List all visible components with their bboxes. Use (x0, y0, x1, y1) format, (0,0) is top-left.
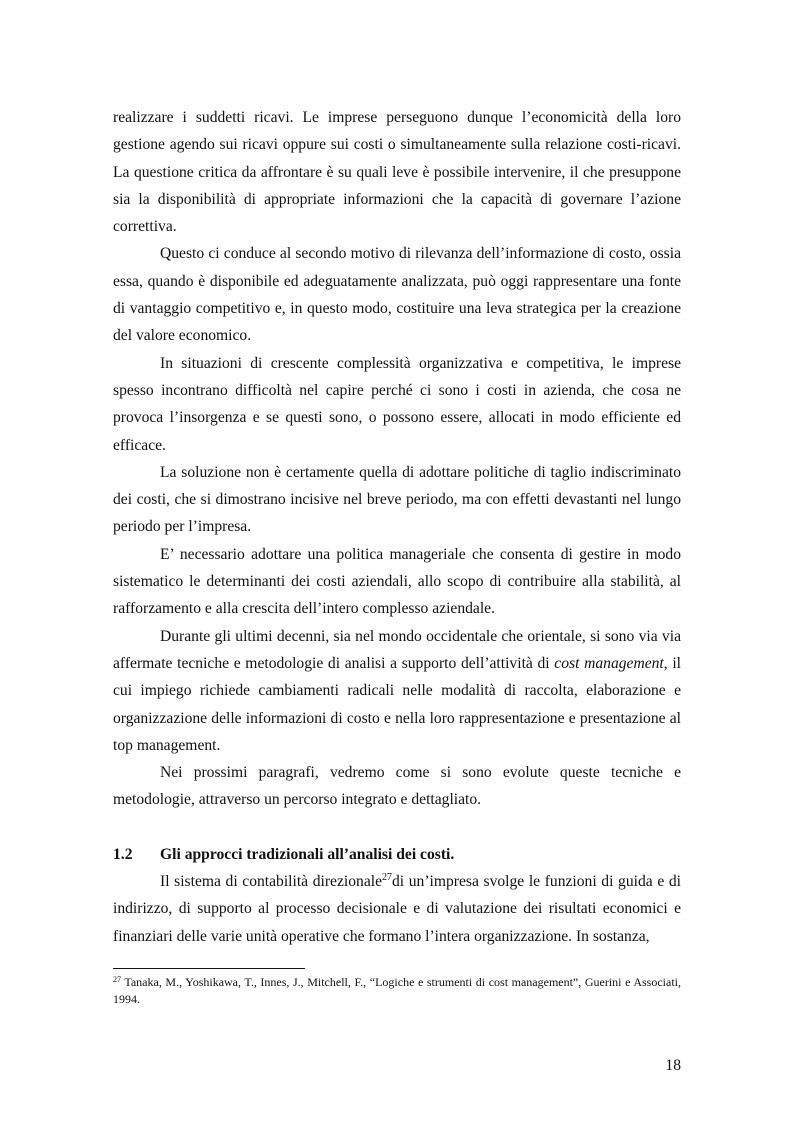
section-heading (113, 841, 681, 868)
paragraph-cost-management (113, 623, 681, 759)
paragraph-next-sections: Nei prossimi paragrafi, vedremo come si sono evolute queste tecniche e metodologie, attraverso un percorso integrato e dettagliato. (113, 764, 681, 809)
paragraph-solution: La soluzione non è certamente quella di adottare politiche di taglio indiscriminato dei costi, che si dimostrano incisive nel breve periodo, ma con effetti devastanti nel lungo periodo per l’impresa. (113, 463, 681, 536)
paragraph-management-accounting-rest: di un’impresa svolge le funzioni di guida e di indirizzo, di supporto al processo decisionale e di valutazione dei risultati economici e finanziari delle varie unità operative che formano l’intera organizzazione. In sostanza, (113, 873, 681, 945)
paragraph-management-accounting-text: Il sistema di contabilità direzionale (160, 873, 382, 891)
footnote (113, 974, 681, 1008)
footnote-separator (113, 968, 305, 969)
section-number: 1.2 (113, 845, 133, 863)
cost-management-term: cost management (554, 654, 664, 672)
paragraph-continuation: realizzare i suddetti ricavi. Le imprese perseguono dunque l’economicità della loro gestione agendo sui ricavi oppure sui costi o simultaneamente sulla relazione costi-ricavi. La questione critica da affrontare è su quali leve è possibile intervenire, il che presuppone sia la disponibilità di appropriate informazioni che la capacità di governare l’azione correttiva. (113, 109, 681, 236)
paragraph-management-accounting (113, 868, 681, 950)
page-body (113, 104, 681, 950)
paragraph-cost-information: Questo ci conduce al secondo motivo di rilevanza dell’informazione di costo, ossia essa, quando è disponibile ed adeguatamente analizzata, può oggi rappresentare una fonte di vantaggio competitivo e, in questo modo, costituire una leva strategica per la creazione del valore economico. (113, 245, 681, 345)
paragraph-cost-management-text: Durante gli ultimi decenni, sia nel mondo occidentale che orientale, si sono via via affermate tecniche e metodologie di analisi a supporto dell’attività di (113, 627, 681, 672)
footnote-text: Tanaka, M., Yoshikawa, T., Innes, J., Mitchell, F., “Logiche e strumenti di cost management”, Guerini e Associati, 1994. (113, 975, 681, 1006)
page-number: 18 (665, 1057, 681, 1074)
footnote-number: 27 (113, 975, 121, 984)
paragraph-complexity: In situazioni di crescente complessità organizzativa e competitiva, le imprese spesso incontrano difficoltà nel capire perché ci sono i costi in azienda, che cosa ne provoca l’insorgenza e se questi sono, o possono essere, allocati in modo efficiente ed efficace. (113, 354, 681, 454)
paragraph-cost-management-rest: , il cui impiego richiede cambiamenti radicali nelle modalità di raccolta, elaborazione e organizzazione delle informazioni di costo e nella loro rappresentazione e presentazione al top management. (113, 654, 682, 754)
footnote-reference[interactable]: 27 (382, 872, 392, 884)
section-title: Gli approcci tradizionali all’analisi dei costi. (160, 845, 455, 863)
paragraph-managerial-policy: E’ necessario adottare una politica manageriale che consenta di gestire in modo sistematico le determinanti dei costi aziendali, allo scopo di contribuire alla stabilità, al rafforzamento e alla crescita dell’intero complesso aziendale. (113, 545, 681, 618)
